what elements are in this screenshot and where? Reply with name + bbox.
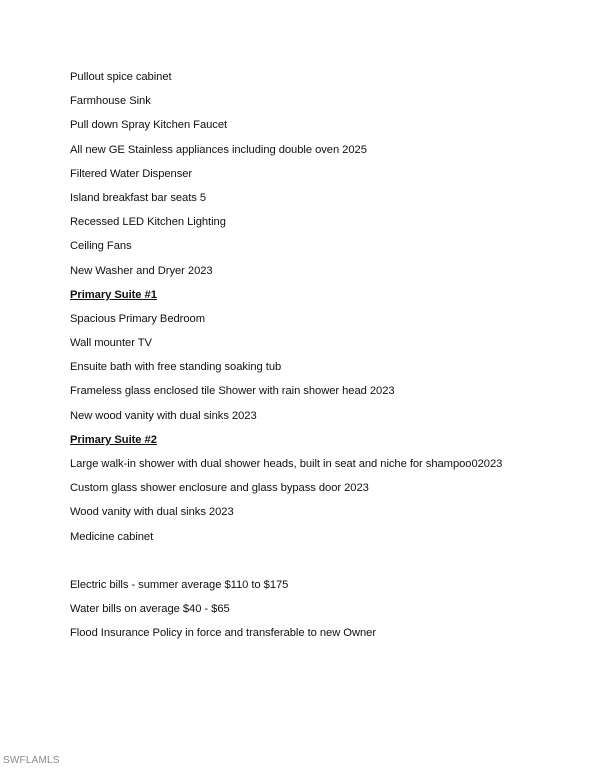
note-line: Water bills on average $40 - $65	[70, 603, 230, 616]
suite-1-item: Frameless glass enclosed tile Shower with rain shower head 2023	[70, 385, 395, 398]
suite-1-item: Spacious Primary Bedroom	[70, 312, 205, 325]
document-content	[70, 68, 585, 649]
feature-line: All new GE Stainless appliances including double oven 2025	[70, 143, 367, 156]
feature-line: Filtered Water Dispenser	[70, 167, 193, 180]
suite-1-item: Ensuite bath with free standing soaking tub	[70, 361, 282, 374]
suite-1-item: New wood vanity with dual sinks 2023	[70, 409, 257, 422]
feature-line: Ceiling Fans	[70, 240, 132, 253]
section-heading-suite-2: Primary Suite #2	[70, 433, 157, 446]
note-line: Electric bills - summer average $110 to $175	[70, 578, 289, 591]
feature-line: New Washer and Dryer 2023	[70, 264, 213, 277]
feature-line: Farmhouse Sink	[70, 95, 151, 108]
feature-line: Island breakfast bar seats 5	[70, 191, 207, 204]
feature-line: Recessed LED Kitchen Lighting	[70, 216, 226, 229]
watermark: SWFLAMLS	[3, 755, 60, 766]
suite-2-item: Custom glass shower enclosure and glass bypass door 2023	[70, 482, 369, 495]
suite-2-item: Wood vanity with dual sinks 2023	[70, 506, 234, 519]
feature-line: Pullout spice cabinet	[70, 71, 172, 83]
note-line: Flood Insurance Policy in force and transferable to new Owner	[70, 627, 377, 640]
suite-2-item: Medicine cabinet	[70, 530, 154, 543]
suite-2-item: Large walk-in shower with dual shower heads, built in seat and niche for shampoo02023	[70, 458, 503, 470]
blank-line	[70, 552, 585, 576]
section-heading-suite-1: Primary Suite #1	[70, 288, 157, 301]
suite-1-item: Wall mounter TV	[70, 337, 152, 350]
feature-line: Pull down Spray Kitchen Faucet	[70, 119, 228, 132]
